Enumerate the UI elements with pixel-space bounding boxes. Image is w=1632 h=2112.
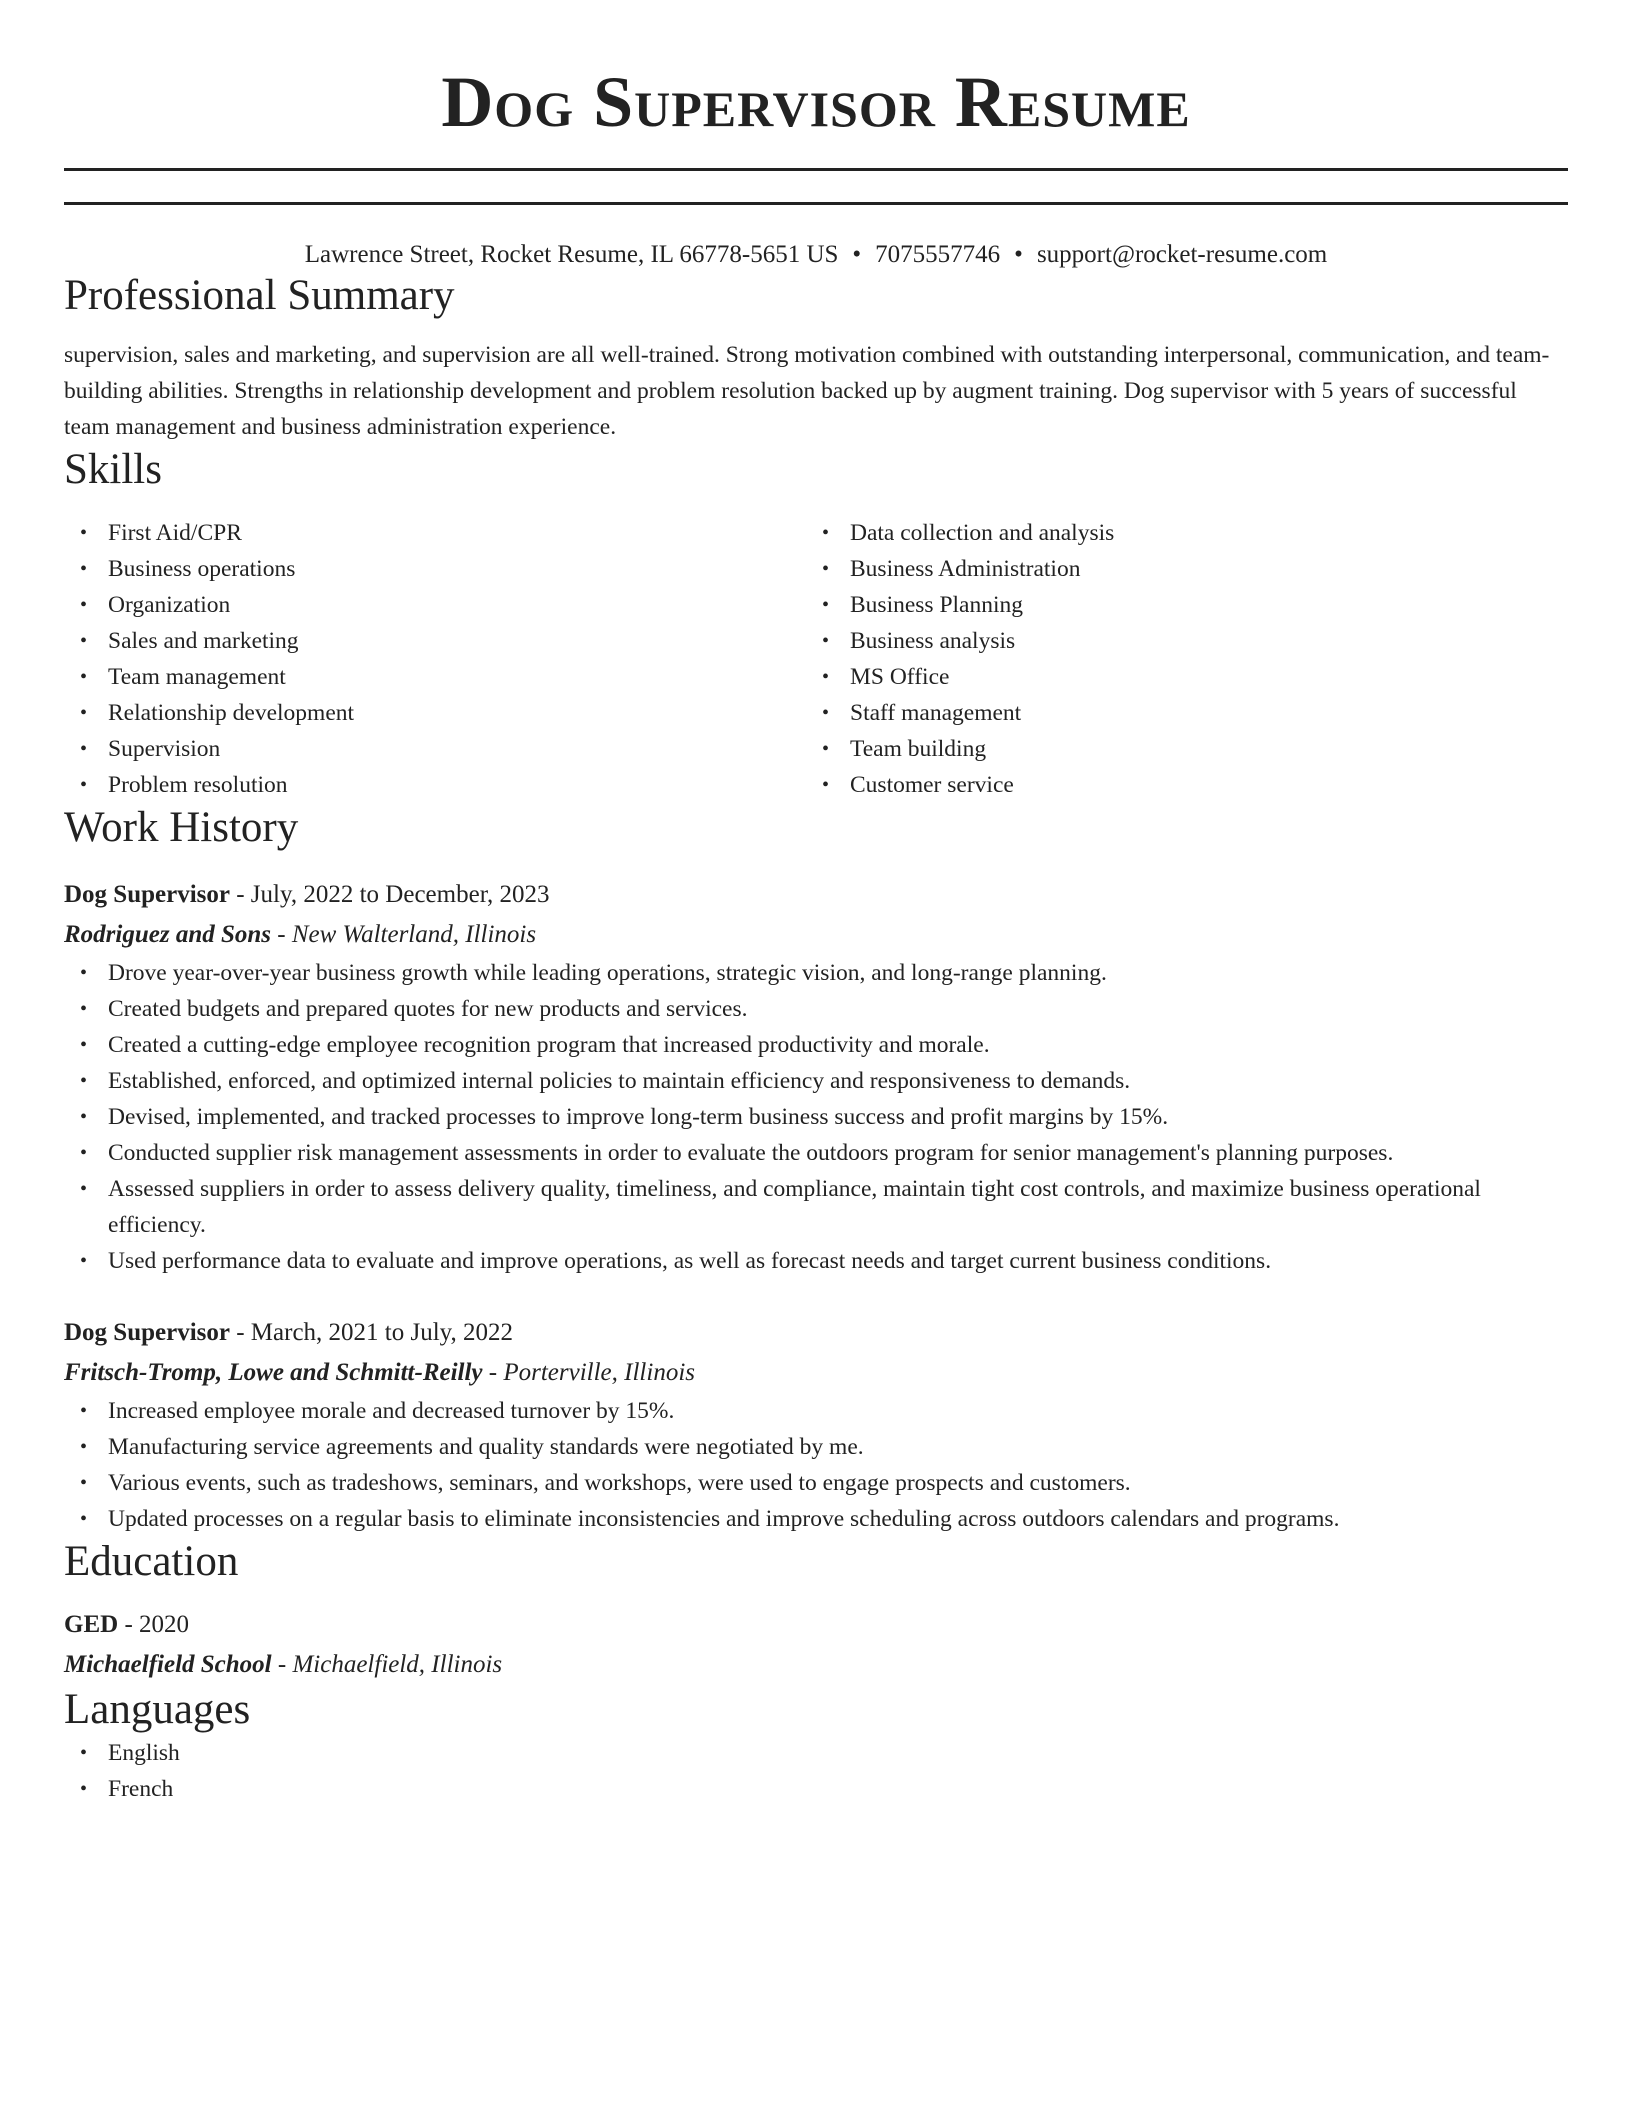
skills-left-column xyxy=(64,515,806,803)
language-item: • French xyxy=(80,1776,174,1802)
skill-item: • Relationship development xyxy=(80,700,355,726)
job-heading xyxy=(64,1313,1568,1353)
job-title: Dog Supervisor xyxy=(64,881,230,908)
job-bullet: • Conducted supplier risk management assessments in order to evaluate the outdoors program for senior management's planning purposes. xyxy=(80,1140,1394,1166)
contact-separator: • xyxy=(1014,241,1023,268)
job-bullet: • Updated processes on a regular basis to eliminate inconsistencies and improve scheduling across outdoors calendars and programs. xyxy=(80,1506,1340,1532)
job-dates: - July, 2022 to December, 2023 xyxy=(229,881,550,908)
job-title: Dog Supervisor xyxy=(64,1319,230,1346)
contact-separator: • xyxy=(852,241,862,268)
job-location: - New Walterland, Illinois xyxy=(271,921,537,948)
job-heading xyxy=(64,875,1568,915)
job-bullet: • Manufacturing service agreements and quality standards were negotiated by me. xyxy=(80,1434,864,1460)
skill-item: • Staff management xyxy=(822,700,1022,726)
job-employer xyxy=(64,1353,1568,1393)
language-item: • English xyxy=(80,1740,180,1766)
job-bullets xyxy=(64,1393,1568,1537)
job-company: Rodriguez and Sons xyxy=(64,921,272,948)
job-bullet: • Used performance data to evaluate and improve operations, as well as forecast needs and target current business conditions. xyxy=(80,1248,1272,1274)
skills-right-column xyxy=(806,515,1548,803)
skill-item: • Supervision xyxy=(80,736,221,762)
education-heading: Education xyxy=(64,1538,239,1585)
education-location: - Michaelfield, Illinois xyxy=(271,1651,503,1678)
languages-heading: Languages xyxy=(64,1686,251,1733)
skill-item: • Customer service xyxy=(822,772,1014,798)
skill-item: • Sales and marketing xyxy=(80,628,299,654)
education-degree-line xyxy=(64,1605,1568,1645)
resume-page xyxy=(64,0,1568,1807)
skill-item: • Organization xyxy=(80,592,231,618)
work-history-heading: Work History xyxy=(64,804,299,851)
skill-item: • Business analysis xyxy=(822,628,1016,654)
job-company: Fritsch-Tromp, Lowe and Schmitt-Reilly xyxy=(64,1359,483,1386)
job-employer xyxy=(64,915,1568,955)
skill-item: • Business operations xyxy=(80,556,296,582)
resume-title: Dog Supervisor Resume xyxy=(441,62,1191,142)
contact-phone: 7075557746 xyxy=(875,241,1001,268)
skill-item: • Team management xyxy=(80,664,286,690)
skills-heading: Skills xyxy=(64,446,162,493)
skill-item: • MS Office xyxy=(822,664,950,690)
job-bullet: • Drove year-over-year business growth while leading operations, strategic vision, and long-range planning. xyxy=(80,960,1107,986)
job-bullet: • Created budgets and prepared quotes for new products and services. xyxy=(80,996,748,1022)
skill-item: • Problem resolution xyxy=(80,772,288,798)
summary-heading: Professional Summary xyxy=(64,272,455,319)
contact-line xyxy=(64,239,1568,271)
job-bullet: • Various events, such as tradeshows, seminars, and workshops, were used to engage prospects and customers. xyxy=(80,1470,1131,1496)
job-bullet: • Devised, implemented, and tracked processes to improve long-term business success and profit margins by 15%. xyxy=(80,1104,1169,1130)
contact-email: support@rocket-resume.com xyxy=(1036,241,1328,268)
job-bullet: • Created a cutting-edge employee recognition program that increased productivity and morale. xyxy=(80,1032,990,1058)
job-location: - Porterville, Illinois xyxy=(482,1359,695,1386)
education-year: - 2020 xyxy=(118,1611,190,1638)
education-school: Michaelfield School xyxy=(64,1651,272,1678)
job-bullet: • Assessed suppliers in order to assess delivery quality, timeliness, and compliance, maintain tight cost controls, and maximize business operational efficiency. xyxy=(80,1176,1481,1238)
education-degree: GED xyxy=(64,1611,119,1638)
skill-item: • Team building xyxy=(822,736,987,762)
skill-item: • First Aid/CPR xyxy=(80,520,242,546)
job-bullets xyxy=(64,955,1568,1279)
job-dates: - March, 2021 to July, 2022 xyxy=(229,1319,514,1346)
skills-grid xyxy=(64,515,1568,803)
contact-address: Lawrence Street, Rocket Resume, IL 66778-5651 US xyxy=(304,241,839,268)
summary-text: supervision, sales and marketing, and supervision are all well-trained. Strong motivation combined with outstanding interpersonal, communication, and team-building abilities. Strengths in relationship development and problem resolution backed up by augment training. Dog supervisor with 5 years of successful team management and business administration experience. xyxy=(64,342,1550,440)
skill-item: • Business Planning xyxy=(822,592,1024,618)
job-bullet: • Increased employee morale and decreased turnover by 15%. xyxy=(80,1398,675,1424)
job-bullet: • Established, enforced, and optimized internal policies to maintain efficiency and responsiveness to demands. xyxy=(80,1068,1131,1094)
education-school-line xyxy=(64,1645,1568,1685)
skill-item: • Data collection and analysis xyxy=(822,520,1115,546)
languages-list xyxy=(64,1735,1568,1807)
skill-item: • Business Administration xyxy=(822,556,1081,582)
title-rule-bottom xyxy=(64,202,1568,205)
